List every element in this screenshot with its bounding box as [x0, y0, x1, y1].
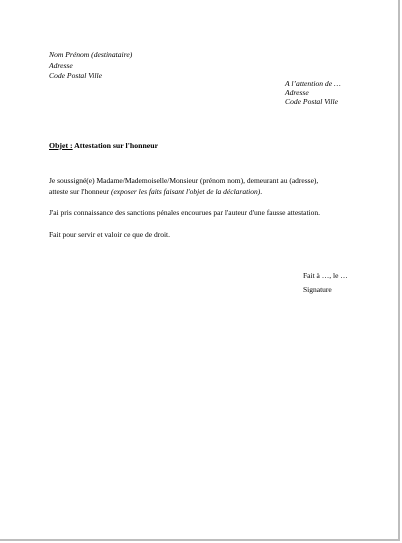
subject-line	[49, 140, 158, 151]
recipient-attention: A l’attention de …	[285, 79, 341, 88]
recipient-address: Adresse	[285, 88, 309, 97]
sender-block	[49, 50, 132, 82]
closing-formula-paragraph: Fait pour servir et valoir ce que de droit.	[49, 230, 171, 239]
declaration-line-2	[49, 186, 369, 197]
declaration-line-2-start: atteste sur l'honneur	[49, 187, 111, 196]
declaration-facts-placeholder: (exposer les faits faisant l'objet de la déclaration)	[110, 187, 261, 196]
sanctions-paragraph: J'ai pris connaissance des sanctions pénales encourues par l'auteur d'une fausse attestation.	[49, 208, 321, 217]
subject-text: Attestation sur l'honneur	[74, 141, 159, 150]
declaration-line-2-end: .	[260, 187, 263, 196]
sender-address: Adresse	[49, 60, 73, 70]
recipient-block	[285, 79, 341, 106]
declaration-line-1: Je soussigné(e) Madame/Mademoiselle/Monsieur (prénom nom), demeurant au (adresse),	[49, 176, 319, 185]
place-date: Fait à …, le …	[303, 271, 348, 280]
sender-name: Nom Prénom (destinataire)	[49, 50, 133, 59]
sender-city: Code Postal Ville	[49, 71, 103, 80]
signature-label: Signature	[303, 285, 332, 294]
letter-body	[49, 175, 369, 251]
subject-label: Objet :	[49, 141, 73, 150]
closing-block	[303, 269, 348, 297]
recipient-city: Code Postal Ville	[285, 97, 339, 106]
declaration-paragraph	[49, 175, 369, 197]
